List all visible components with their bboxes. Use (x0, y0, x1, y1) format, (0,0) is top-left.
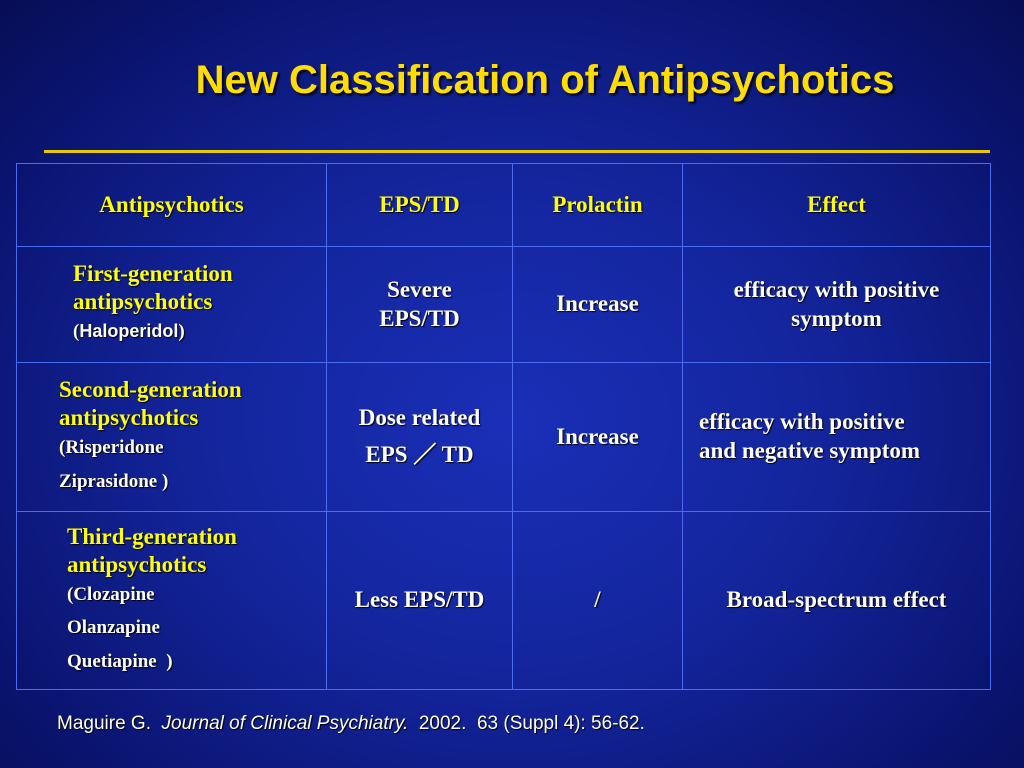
generation-name-line: antipsychotics (59, 404, 199, 430)
prolactin-cell: / (513, 512, 683, 690)
header-effect: Effect (683, 164, 991, 247)
citation-author: Maguire G. (57, 713, 151, 734)
drug-example-line: (Risperidone (59, 437, 164, 459)
effect-line: efficacy with positive (699, 409, 905, 435)
generation-name-line: Third-generation (67, 524, 237, 550)
eps-td-cell (327, 363, 513, 512)
drug-examples (73, 315, 326, 348)
citation-details: 2002. 63 (Suppl 4): 56-62. (418, 713, 645, 734)
generation-name-line: antipsychotics (67, 551, 207, 577)
drug-example-line: Quetiapine ) (67, 650, 173, 672)
header-eps-td: EPS/TD (327, 164, 513, 247)
generation-name-line: antipsychotics (73, 288, 213, 314)
first-generation-cell (17, 247, 327, 363)
citation-journal: Journal of Clinical Psychiatry. (161, 713, 409, 734)
classification-table (16, 163, 991, 690)
generation-name-line: Second-generation (59, 377, 242, 403)
citation (57, 713, 645, 735)
prolactin-cell: Increase (513, 247, 683, 363)
paren-close: ) (178, 321, 185, 343)
table-row (17, 363, 991, 512)
third-generation-cell (17, 512, 327, 690)
eps-td-cell (327, 247, 513, 363)
eps-td-cell: Less EPS/TD (327, 512, 513, 690)
eps-line: EPS ／ TD (365, 442, 474, 467)
drug-example-line: Ziprasidone ) (59, 470, 169, 492)
paren-open: ( (73, 321, 80, 343)
slide-title: New Classification of Antipsychotics (195, 58, 895, 102)
table-row (17, 512, 991, 690)
effect-line: symptom (791, 305, 882, 331)
table-row (17, 247, 991, 363)
table-header-row (17, 164, 991, 247)
drug-example-line: (Clozapine (67, 584, 155, 606)
effect-cell (683, 363, 991, 512)
effect-line: efficacy with positive (733, 276, 940, 302)
eps-line: EPS/TD (379, 305, 460, 331)
haloperidol-example: Haloperidol (79, 321, 179, 342)
header-antipsychotics: Antipsychotics (17, 164, 327, 247)
generation-name-line: First-generation (73, 261, 233, 287)
effect-cell: Broad-spectrum effect (683, 512, 991, 690)
effect-line: and negative symptom (699, 438, 921, 463)
eps-line: Severe (387, 276, 452, 302)
header-prolactin: Prolactin (513, 164, 683, 247)
drug-example-line: Olanzapine (67, 617, 160, 639)
eps-line: Dose related (358, 405, 481, 431)
title-underline (44, 150, 990, 153)
prolactin-cell: Increase (513, 363, 683, 512)
second-generation-cell (17, 363, 327, 512)
effect-cell (683, 247, 991, 363)
